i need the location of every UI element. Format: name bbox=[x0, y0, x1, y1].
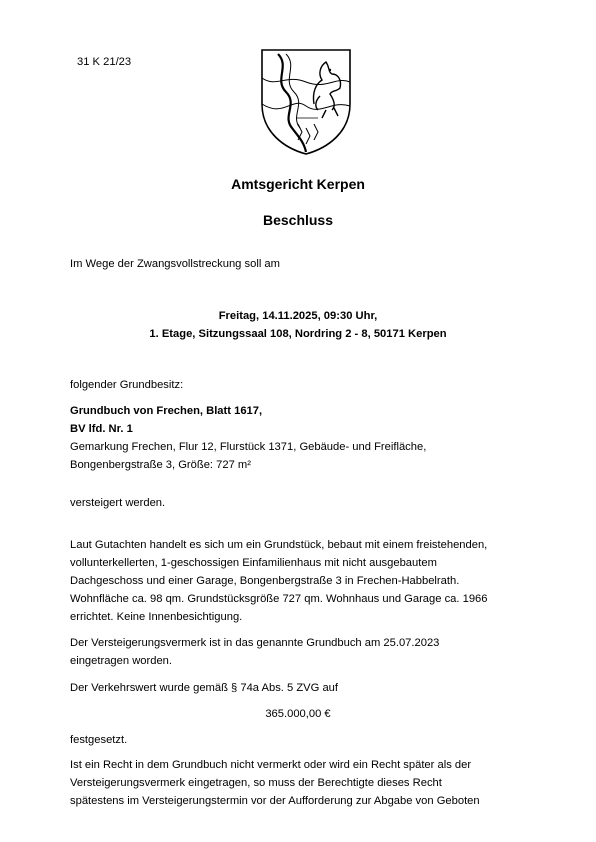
versteigert-text: versteigert werden. bbox=[70, 497, 166, 509]
case-reference: 31 K 21/23 bbox=[77, 56, 132, 68]
gutachten-line: Dachgeschoss und einer Garage, Bongenbergstraße 3 in Frechen-Habbelrath. bbox=[70, 575, 460, 587]
vermerk-line: Der Versteigerungsvermerk ist in das genannte Grundbuch am 25.07.2023 bbox=[70, 637, 440, 649]
intro-text: Im Wege der Zwangsvollstreckung soll am bbox=[70, 258, 280, 270]
auction-date: Freitag, 14.11.2025, 09:30 Uhr, bbox=[218, 310, 378, 322]
auction-location: 1. Etage, Sitzungssaal 108, Nordring 2 - 8, 50171 Kerpen bbox=[149, 328, 447, 340]
recht-line: spätestens im Versteigerungstermin vor der Aufforderung zur Abgabe von Geboten bbox=[70, 795, 480, 807]
property-intro: folgender Grundbesitz: bbox=[70, 379, 184, 391]
recht-line: Versteigerungsvermerk eingetragen, so muss der Berechtigte dieses Recht bbox=[70, 777, 442, 789]
gutachten-line: vollunterkellerten, 1-geschossigen Einfamilienhaus mit nicht ausgebautem bbox=[70, 557, 437, 569]
verkehrswert-intro: Der Verkehrswert wurde gemäß § 74a Abs. 5 ZVG auf bbox=[70, 682, 339, 694]
vermerk-paragraph bbox=[70, 634, 530, 670]
coat-of-arms-icon bbox=[256, 44, 356, 156]
court-name: Amtsgericht Kerpen bbox=[231, 176, 365, 192]
gutachten-line: errichtet. Keine Innenbesichtigung. bbox=[70, 611, 243, 623]
vermerk-line: eingetragen worden. bbox=[70, 655, 173, 667]
recht-paragraph bbox=[70, 756, 530, 810]
document-title: Beschluss bbox=[262, 212, 334, 228]
recht-line: Ist ein Recht in dem Grundbuch nicht vermerkt oder wird ein Recht später als der bbox=[70, 759, 472, 771]
gemarkung-text: Gemarkung Frechen, Flur 12, Flurstück 1371, Gebäude- und Freifläche, bbox=[70, 441, 427, 453]
verkehrswert-amount: 365.000,00 € bbox=[265, 708, 331, 720]
grundbuch-entry: Grundbuch von Frechen, Blatt 1617, bbox=[70, 405, 263, 417]
property-address: Bongenbergstraße 3, Größe: 727 m² bbox=[70, 459, 251, 471]
festgesetzt-text: festgesetzt. bbox=[70, 734, 128, 746]
gutachten-line: Laut Gutachten handelt es sich um ein Grundstück, bebaut mit einem freistehenden, bbox=[70, 539, 488, 551]
gutachten-line: Wohnfläche ca. 98 qm. Grundstücksgröße 727 qm. Wohnhaus und Garage ca. 1966 bbox=[70, 593, 488, 605]
gutachten-paragraph bbox=[70, 536, 530, 626]
bv-number: BV lfd. Nr. 1 bbox=[70, 423, 133, 435]
